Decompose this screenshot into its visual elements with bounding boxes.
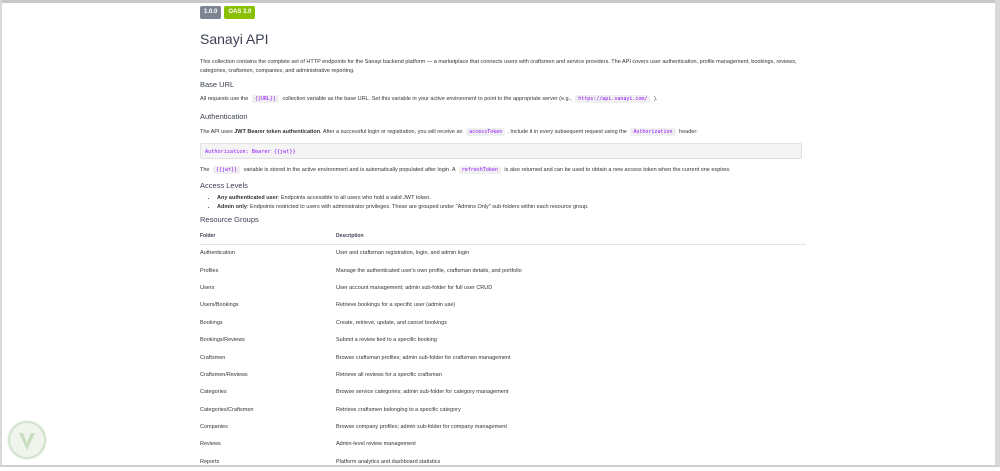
folder-cell: Bookings/Reviews [200, 337, 245, 344]
folder-cell: Authentication [200, 250, 235, 257]
resource-groups-heading: Resource Groups [200, 214, 259, 224]
table-header-row [200, 228, 806, 245]
table-row [200, 384, 806, 401]
window-left-border [0, 0, 2, 467]
list-item [217, 203, 806, 212]
description-cell: User account management; admin sub-folder for full user CRUD [336, 284, 493, 291]
folder-cell: Categories/Craftsmen [200, 406, 254, 413]
base-url-text: ). [653, 96, 658, 102]
auth-text: header: [679, 128, 698, 135]
folder-cell: Users [200, 284, 215, 291]
page-title: Sanayi API [200, 31, 269, 47]
url-variable-code: {{URL}} [252, 95, 279, 103]
table-row [200, 366, 806, 383]
folder-cell: Craftsmen/Reviews [200, 371, 248, 378]
table-row [200, 314, 806, 331]
folder-cell: Reviews [200, 441, 221, 448]
intro-paragraph: This collection contains the complete set of HTTP endpoints for the Sanayi backend platform — a marketplace that connects users with craftsmen and service providers. The API covers user authentication, profile management, bookings, reviews, categories, craftsmen, companies, and administrative reporting. [200, 59, 797, 74]
description-cell: Retrieve all reviews for a specific craftsman [336, 371, 442, 378]
description-cell: Platform analytics and dashboard statistics [336, 458, 441, 465]
version-badge: 1.0.0 [200, 6, 221, 19]
table-row [200, 453, 806, 470]
access-token-code: accessToken [466, 128, 505, 136]
description-cell: Browse company profiles; admin sub-folder for company management [336, 424, 507, 431]
description-cell: Browse craftsman profiles; admin sub-folder for craftsman management [336, 354, 511, 361]
authentication-paragraph [200, 128, 806, 137]
version-badges [200, 6, 806, 19]
base-url-heading: Base URL [200, 80, 235, 89]
table-row [200, 401, 806, 418]
auth-code-block[interactable]: Authorization: Bearer {{jwt}} [200, 143, 802, 159]
jwt-variable-code: {{jwt}} [213, 166, 240, 174]
description-cell: Browse service categories; admin sub-folder for category management [336, 389, 509, 396]
watermark-logo [7, 420, 47, 460]
folder-cell: Bookings [200, 319, 223, 326]
access-level-description: : Endpoints accessible to all users who hold a valid JWT token. [277, 194, 431, 201]
auth-bold-text: JWT Bearer token authentication [234, 128, 321, 135]
column-header-description: Description [336, 228, 806, 245]
folder-cell: Users/Bookings [200, 302, 239, 309]
jwt-text: variable is stored in the active environment and is automatically populated after login. A [243, 167, 456, 173]
description-cell: Retrieve bookings for a specific user (admin use) [336, 302, 456, 309]
window-top-border [0, 0, 1000, 3]
table-row [200, 436, 806, 453]
folder-cell: Categories [200, 389, 227, 396]
table-row [200, 262, 806, 279]
authentication-heading: Authentication [200, 111, 248, 121]
authorization-header-code: Authorization [630, 128, 675, 136]
oas-badge: OAS 3.0 [224, 6, 255, 19]
access-levels-heading: Access Levels [200, 180, 248, 190]
refresh-token-code: refreshToken [459, 166, 501, 174]
table-row [200, 331, 806, 348]
access-level-name: Admin only [217, 203, 247, 210]
auth-text: . Include it in every subsequent request using the [507, 128, 627, 135]
access-level-name: Any authenticated user [217, 194, 278, 201]
folder-cell: Profiles [200, 267, 219, 274]
description-cell: Retrieve craftsmen belonging to a specific category [336, 406, 461, 413]
table-row [200, 418, 806, 435]
window-scrollbar[interactable] [995, 0, 1000, 467]
access-level-description: : Endpoints restricted to users with administrator privileges. These are grouped under "Admins Only" sub-folders within each resource group. [246, 203, 589, 210]
example-url-code: https://api.sanayi.com/ [575, 95, 650, 103]
shield-icon [7, 420, 47, 460]
folder-cell: Reports [200, 458, 220, 465]
table-row [200, 297, 806, 314]
table-row [200, 349, 806, 366]
jwt-paragraph [200, 166, 806, 175]
auth-text: The API uses [200, 128, 233, 135]
column-header-folder: Folder [200, 228, 336, 245]
list-item [217, 194, 806, 203]
description-cell: User and craftsman registration, login, and admin login [336, 250, 470, 257]
resource-groups-table [200, 228, 806, 471]
auth-text: . After a successful login or registration, you will receive an [320, 128, 463, 135]
folder-cell: Companies [200, 424, 228, 431]
table-row [200, 279, 806, 296]
jwt-text: is also returned and can be used to obtain a new access token when the current one expires. [504, 167, 731, 173]
jwt-text: The [200, 167, 210, 173]
table-row [200, 244, 806, 262]
base-url-paragraph [200, 95, 806, 104]
base-url-text: All requests use the [200, 96, 249, 102]
access-levels-list [200, 194, 806, 212]
description-cell: Admin-level review management [336, 441, 416, 448]
api-doc-content [200, 6, 806, 471]
folder-cell: Craftsmen [200, 354, 226, 361]
description-cell: Submit a review tied to a specific booking [336, 337, 437, 344]
base-url-text: collection variable as the base URL. Set this variable in your active environment to point to the appropriate server (e.g., [282, 96, 572, 102]
description-cell: Manage the authenticated user's own profile, craftsman details, and portfolio [336, 267, 522, 274]
description-cell: Create, retrieve, update, and cancel bookings [336, 319, 447, 326]
